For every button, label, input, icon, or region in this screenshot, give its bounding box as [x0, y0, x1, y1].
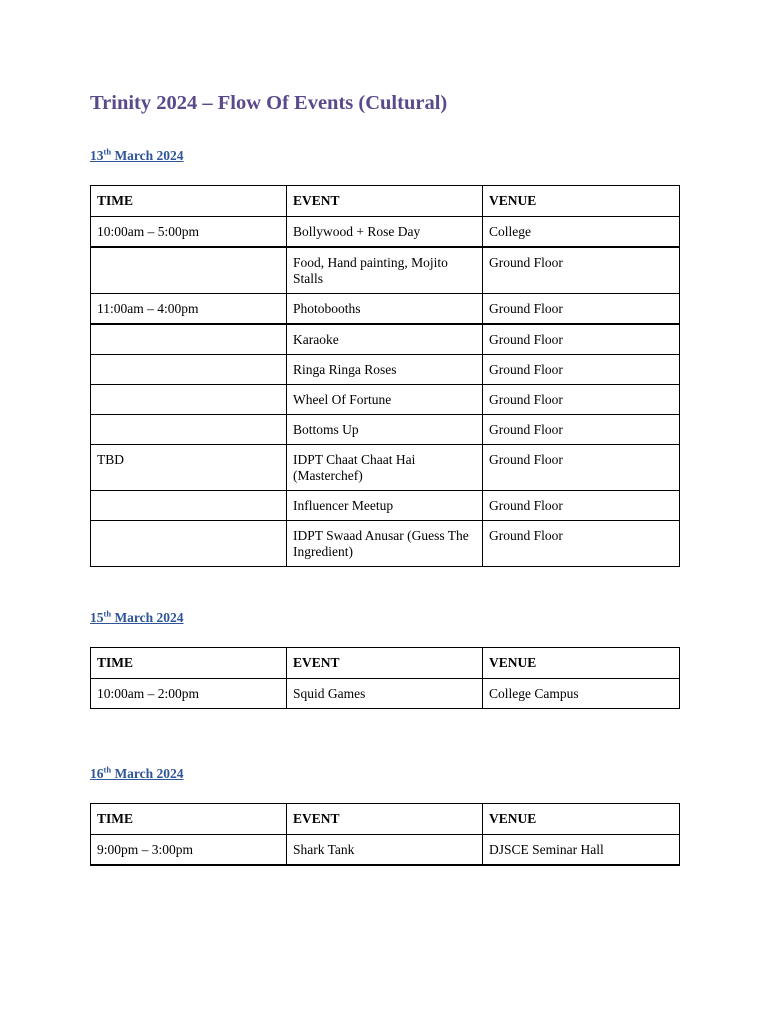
header-time: TIME — [91, 804, 287, 835]
cell-event: Photobooths — [287, 294, 483, 325]
date-month-year: March 2024 — [111, 766, 184, 781]
cell-event: IDPT Swaad Anusar (Guess The Ingredient) — [287, 521, 483, 567]
cell-time: 11:00am – 4:00pm — [91, 294, 287, 325]
table-row — [91, 679, 680, 709]
cell-time — [91, 385, 287, 415]
header-event: EVENT — [287, 804, 483, 835]
table-row — [91, 217, 680, 248]
cell-time: TBD — [91, 445, 287, 491]
table-row — [91, 247, 680, 294]
table-header-row — [91, 648, 680, 679]
table-row — [91, 415, 680, 445]
date-heading-16-march — [90, 766, 184, 782]
table-header-row — [91, 186, 680, 217]
table-row — [91, 445, 680, 491]
cell-time: 10:00am – 5:00pm — [91, 217, 287, 248]
cell-venue: Ground Floor — [483, 355, 680, 385]
header-venue: VENUE — [483, 186, 680, 217]
cell-event: Karaoke — [287, 324, 483, 355]
cell-time: 9:00pm – 3:00pm — [91, 835, 287, 866]
cell-event: Bollywood + Rose Day — [287, 217, 483, 248]
cell-time — [91, 324, 287, 355]
cell-time — [91, 521, 287, 567]
cell-venue: Ground Floor — [483, 294, 680, 325]
cell-event: Bottoms Up — [287, 415, 483, 445]
schedule-table-16-march — [90, 803, 680, 866]
table-row — [91, 835, 680, 866]
table-row — [91, 385, 680, 415]
cell-venue: Ground Floor — [483, 247, 680, 294]
cell-venue: Ground Floor — [483, 385, 680, 415]
table-row — [91, 521, 680, 567]
schedule-table-15-march — [90, 647, 680, 709]
cell-time — [91, 247, 287, 294]
table-header-row — [91, 804, 680, 835]
page-title: Trinity 2024 – Flow Of Events (Cultural) — [90, 92, 448, 114]
date-day: 15 — [90, 610, 104, 625]
date-day: 16 — [90, 766, 104, 781]
date-suffix: th — [103, 764, 112, 775]
cell-event: Squid Games — [287, 679, 483, 709]
cell-time — [91, 355, 287, 385]
cell-venue: Ground Floor — [483, 521, 680, 567]
date-heading-13-march — [90, 148, 184, 164]
cell-event: Influencer Meetup — [287, 491, 483, 521]
cell-event: Food, Hand painting, Mojito Stalls — [287, 247, 483, 294]
cell-venue: DJSCE Seminar Hall — [483, 835, 680, 866]
cell-event: IDPT Chaat Chaat Hai (Masterchef) — [287, 445, 483, 491]
header-time: TIME — [91, 648, 287, 679]
cell-event: Wheel Of Fortune — [287, 385, 483, 415]
cell-time — [91, 415, 287, 445]
cell-time: 10:00am – 2:00pm — [91, 679, 287, 709]
cell-time — [91, 491, 287, 521]
table-row — [91, 294, 680, 325]
cell-venue: Ground Floor — [483, 415, 680, 445]
schedule-table-13-march — [90, 185, 680, 567]
header-venue: VENUE — [483, 804, 680, 835]
header-event: EVENT — [287, 186, 483, 217]
cell-event: Shark Tank — [287, 835, 483, 866]
date-month-year: March 2024 — [111, 148, 184, 163]
date-day: 13 — [90, 148, 104, 163]
cell-venue: College — [483, 217, 680, 248]
cell-venue: College Campus — [483, 679, 680, 709]
cell-event: Ringa Ringa Roses — [287, 355, 483, 385]
table-row — [91, 355, 680, 385]
cell-venue: Ground Floor — [483, 491, 680, 521]
header-time: TIME — [91, 186, 287, 217]
cell-venue: Ground Floor — [483, 324, 680, 355]
header-event: EVENT — [287, 648, 483, 679]
cell-venue: Ground Floor — [483, 445, 680, 491]
date-suffix: th — [103, 146, 112, 157]
table-row — [91, 491, 680, 521]
header-venue: VENUE — [483, 648, 680, 679]
date-heading-15-march — [90, 610, 184, 626]
date-suffix: th — [103, 608, 112, 619]
table-row — [91, 324, 680, 355]
date-month-year: March 2024 — [111, 610, 184, 625]
